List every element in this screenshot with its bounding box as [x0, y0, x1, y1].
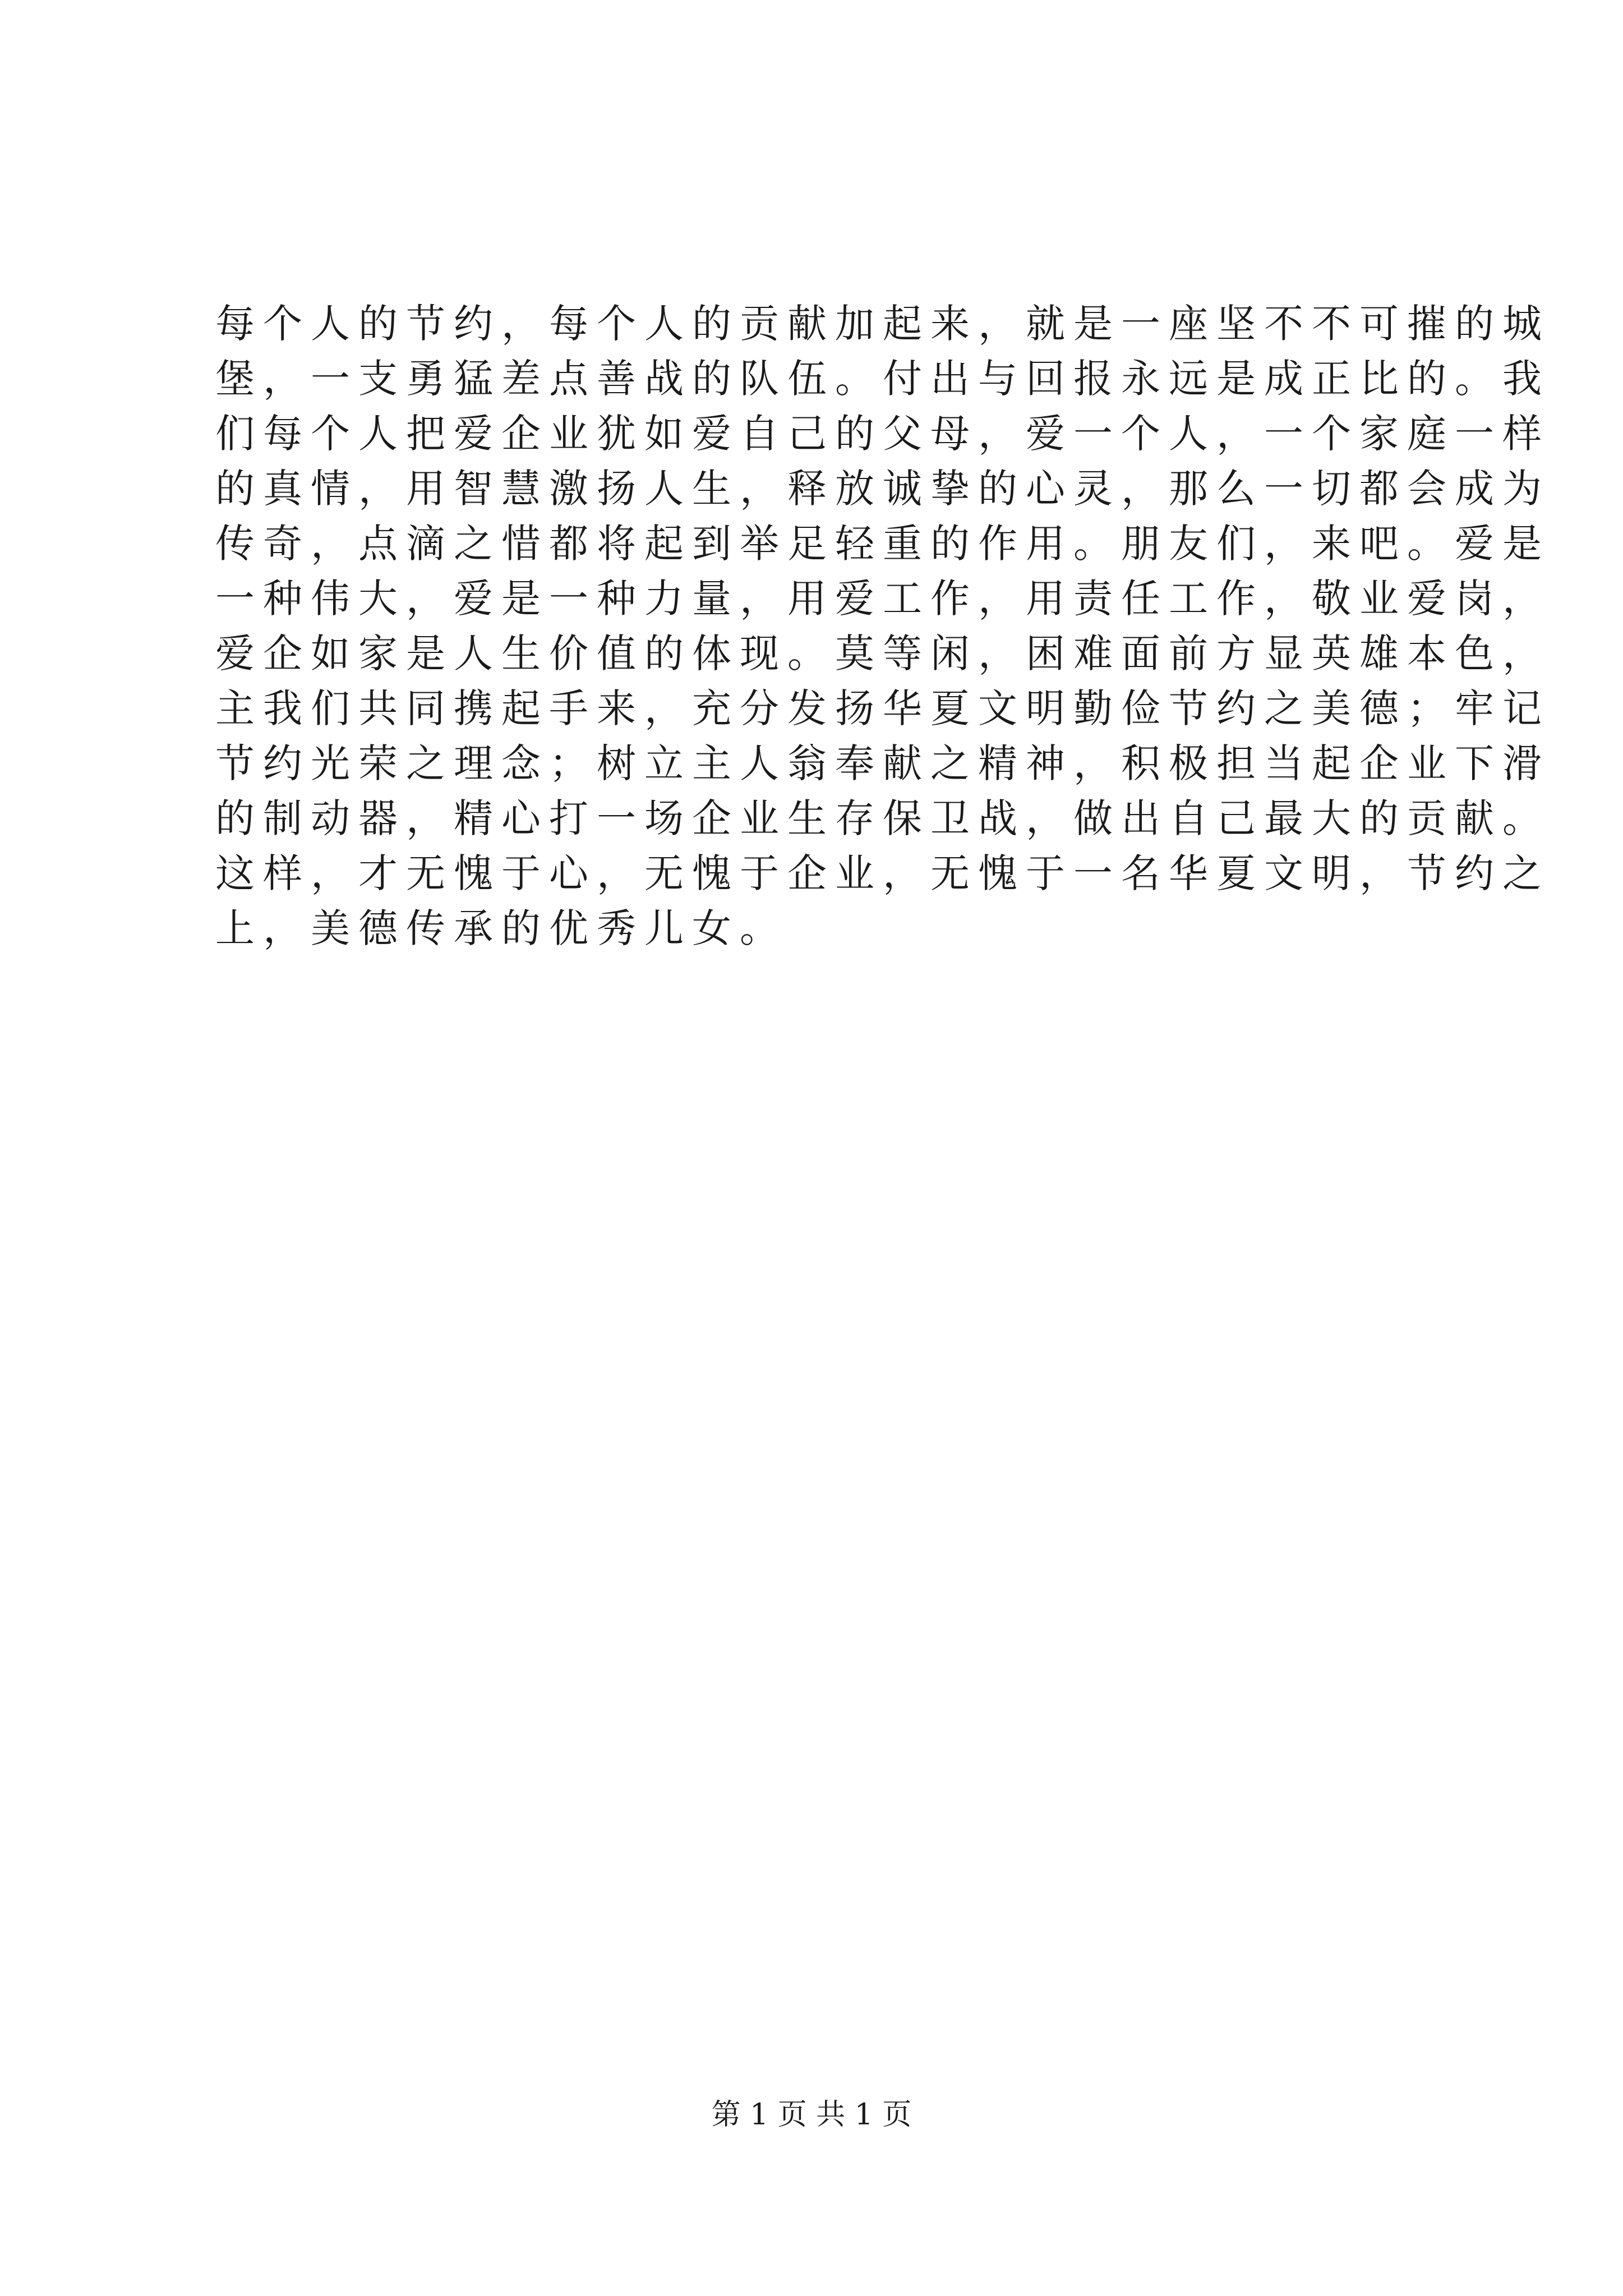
body-paragraph — [215, 296, 1550, 956]
text-line: 们每个人把爱企业犹如爱自己的父母，爱一个人，一个家庭一样 — [215, 411, 1550, 457]
page-footer — [0, 2095, 1623, 2134]
text-line: 这样，才无愧于心，无愧于企业，无愧于一名华夏文明，节约之 — [215, 850, 1550, 896]
text-line: 堡，一支勇猛差点善战的队伍。付出与回报永远是成正比的。我 — [215, 356, 1550, 402]
text-line: 节约光荣之理念；树立主人翁奉献之精神，积极担当起企业下滑 — [215, 740, 1550, 786]
text-line: 传奇，点滴之惜都将起到举足轻重的作用。朋友们，来吧。爱是 — [215, 521, 1550, 567]
text-line: 上，美德传承的优秀儿女。 — [215, 905, 787, 951]
text-line: 的制动器，精心打一场企业生存保卫战，做出自己最大的贡献。 — [215, 795, 1550, 841]
text-line: 一种伟大，爱是一种力量，用爱工作，用责任工作，敬业爱岗， — [215, 576, 1550, 622]
text-line: 每个人的节约，每个人的贡献加起来，就是一座坚不不可摧的城 — [215, 301, 1550, 347]
text-line: 爱企如家是人生价值的体现。莫等闲，困难面前方显英雄本色， — [215, 631, 1550, 677]
page-number: 第 1 页 共 1 页 — [711, 2098, 912, 2132]
text-line: 主我们共同携起手来，充分发扬华夏文明勤俭节约之美德；牢记 — [215, 685, 1550, 731]
text-line: 的真情，用智慧激扬人生，释放诚挚的心灵，那么一切都会成为 — [215, 466, 1550, 512]
